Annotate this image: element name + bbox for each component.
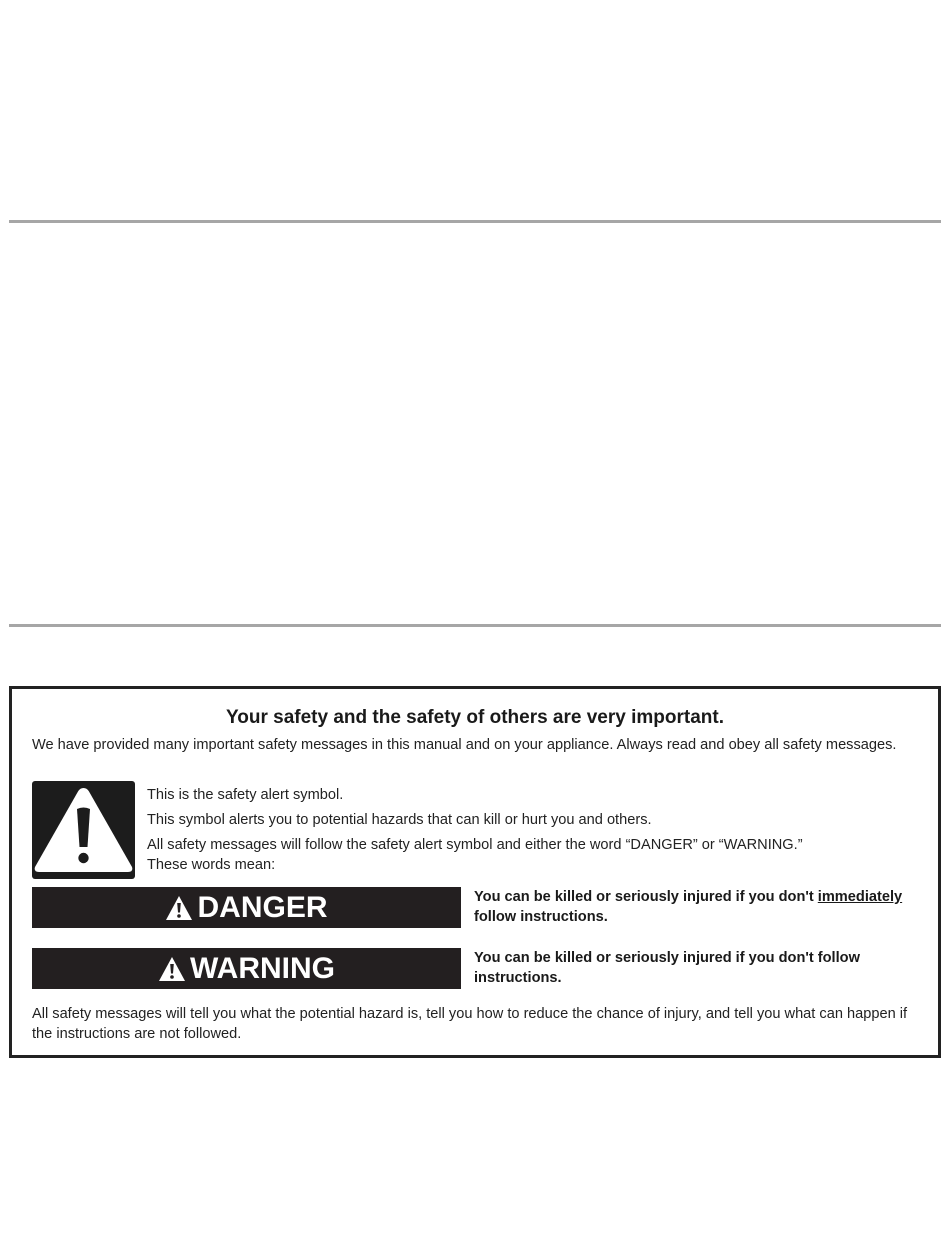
top-divider (9, 220, 941, 223)
danger-desc-emphasis: immediately (817, 889, 903, 905)
bottom-divider (9, 624, 941, 627)
safety-notice-box (9, 686, 941, 1058)
warning-description: You can be killed or seriously injured if you don't follow instructions. (474, 950, 860, 986)
safety-title: Your safety and the safety of others are very important. (225, 707, 724, 728)
danger-description (474, 887, 930, 927)
warning-triangle-icon (158, 956, 186, 982)
safety-alert-symbol-icon (32, 781, 135, 879)
symbol-description-line: All safety messages will follow the safety alert symbol and either the word “DANGER” or “WARNING.” (147, 837, 803, 853)
warning-triangle-icon (165, 895, 193, 921)
warning-signal-word: WARNING (190, 951, 335, 985)
symbol-description-line: These words mean: (147, 857, 276, 873)
symbol-description-line: This is the safety alert symbol. (147, 787, 344, 803)
danger-desc-text-end: follow instructions. (474, 909, 608, 925)
danger-signal-word: DANGER (197, 890, 328, 924)
danger-label-bar (32, 887, 461, 928)
safety-outro: All safety messages will tell you what the potential hazard is, tell you how to reduce the chance of injury, and tell you what can happen if the instructions are not followed. (32, 1006, 908, 1042)
safety-intro: We have provided many important safety messages in this manual and on your appliance. Always read and obey all safety messages. (32, 737, 897, 753)
symbol-description-line: This symbol alerts you to potential hazards that can kill or hurt you and others. (147, 812, 652, 828)
danger-desc-text: You can be killed or seriously injured if you don't (474, 889, 818, 905)
warning-label-bar (32, 948, 461, 989)
